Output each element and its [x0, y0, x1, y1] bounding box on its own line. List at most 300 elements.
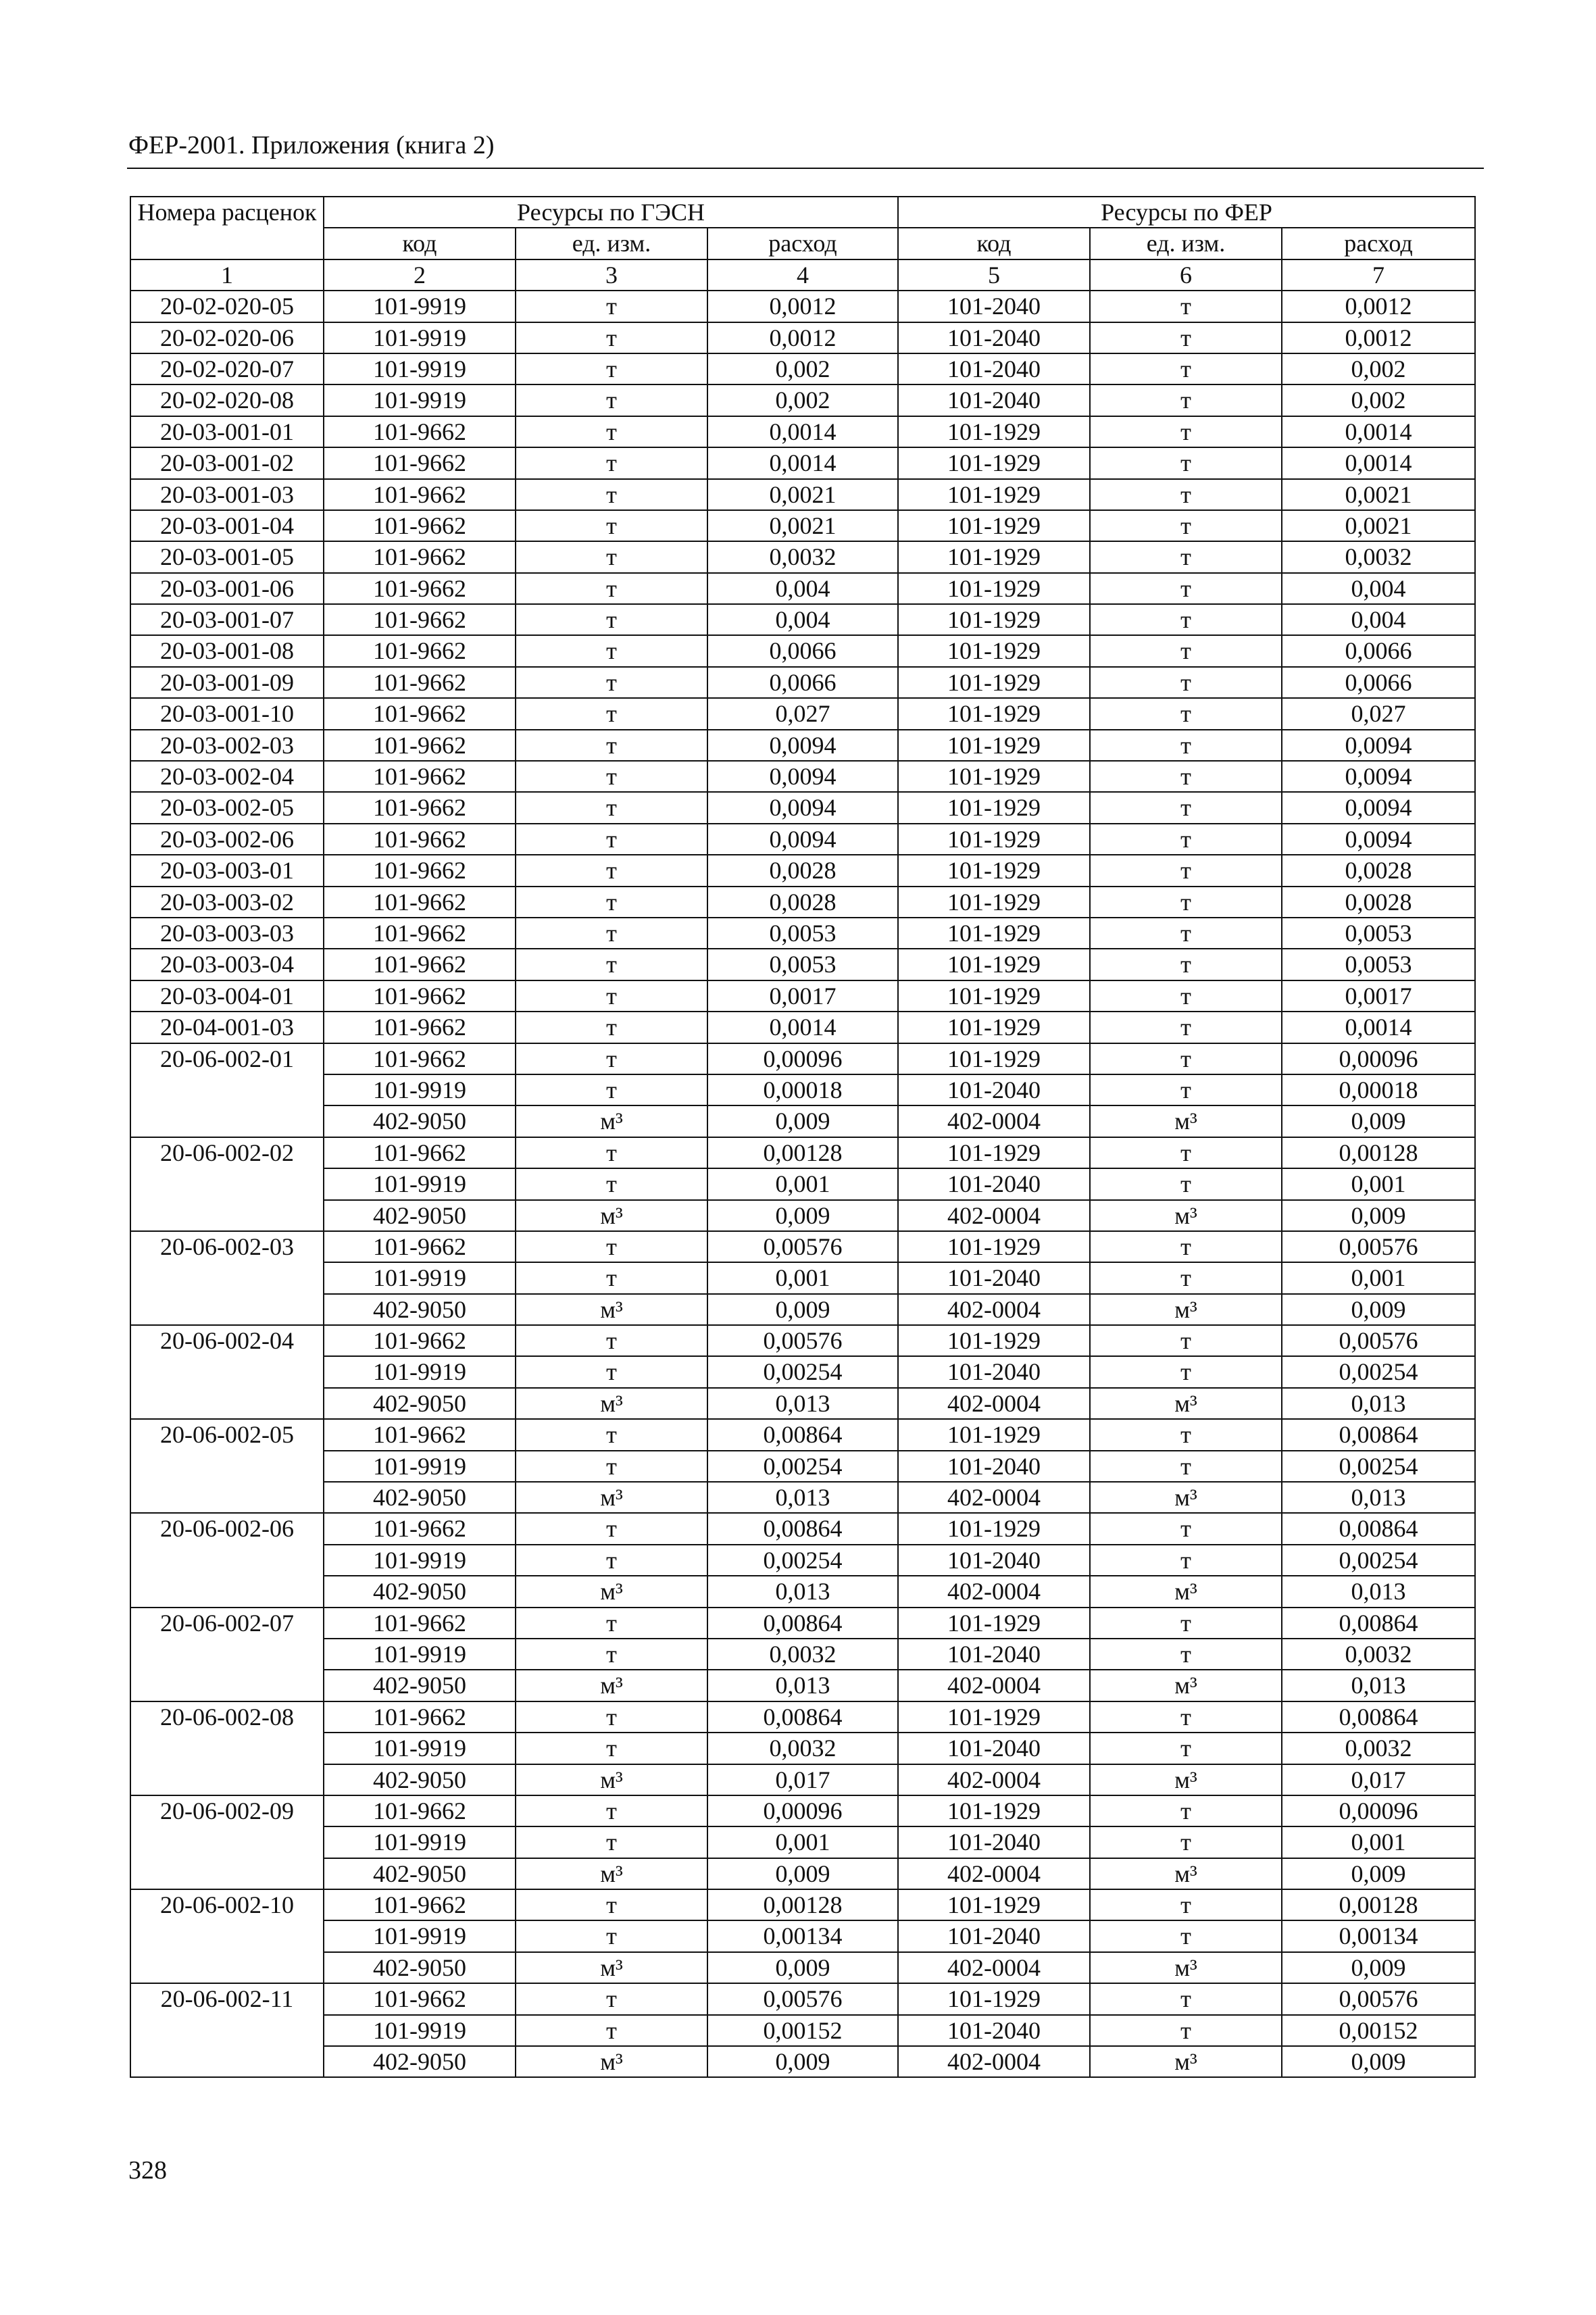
gesn-code-cell: 101-9919	[324, 1920, 516, 1951]
gesn-unit-cell: т	[516, 1356, 707, 1387]
gesn-consumption-cell: 0,009	[707, 1858, 898, 1889]
rate-number-cell: 20-06-002-09	[130, 1795, 324, 1889]
fer-consumption-cell: 0,00254	[1282, 1356, 1475, 1387]
table-row	[130, 761, 1475, 792]
fer-consumption-cell: 0,0032	[1282, 1639, 1475, 1670]
fer-unit-cell: т	[1090, 635, 1282, 666]
gesn-consumption-cell: 0,0014	[707, 447, 898, 478]
fer-unit-cell: т	[1090, 604, 1282, 635]
fer-code-cell: 101-1929	[898, 1889, 1090, 1920]
gesn-unit-cell: т	[516, 918, 707, 949]
gesn-consumption-cell: 0,0021	[707, 510, 898, 541]
gesn-consumption-cell: 0,002	[707, 353, 898, 384]
gesn-consumption-cell: 0,00096	[707, 1795, 898, 1826]
fer-unit-cell: т	[1090, 1137, 1282, 1168]
subheader-fer-unit: ед. изм.	[1090, 228, 1282, 259]
gesn-consumption-cell: 0,009	[707, 1200, 898, 1231]
column-number: 4	[707, 259, 898, 291]
gesn-code-cell: 101-9662	[324, 1419, 516, 1450]
fer-consumption-cell: 0,0028	[1282, 855, 1475, 886]
gesn-unit-cell: т	[516, 1231, 707, 1262]
gesn-code-cell: 101-9919	[324, 1074, 516, 1105]
table-row	[130, 2015, 1475, 2046]
fer-code-cell: 101-1929	[898, 824, 1090, 855]
table-row	[130, 1513, 1475, 1544]
fer-code-cell: 101-1929	[898, 667, 1090, 698]
fer-unit-cell: т	[1090, 573, 1282, 604]
fer-unit-cell: т	[1090, 447, 1282, 478]
fer-consumption-cell: 0,00254	[1282, 1451, 1475, 1482]
gesn-consumption-cell: 0,00254	[707, 1545, 898, 1576]
table-row	[130, 918, 1475, 949]
gesn-unit-cell: т	[516, 698, 707, 729]
gesn-unit-cell: т	[516, 447, 707, 478]
fer-code-cell: 402-0004	[898, 2046, 1090, 2077]
fer-consumption-cell: 0,0017	[1282, 980, 1475, 1012]
fer-consumption-cell: 0,027	[1282, 698, 1475, 729]
subheader-fer-code: код	[898, 228, 1090, 259]
fer-consumption-cell: 0,00576	[1282, 1231, 1475, 1262]
fer-code-cell: 402-0004	[898, 1952, 1090, 1983]
gesn-unit-cell: т	[516, 824, 707, 855]
fer-unit-cell: т	[1090, 1639, 1282, 1670]
column-number: 7	[1282, 259, 1475, 291]
fer-code-cell: 101-1929	[898, 479, 1090, 510]
fer-unit-cell: т	[1090, 1074, 1282, 1105]
gesn-code-cell: 402-9050	[324, 1764, 516, 1795]
fer-code-cell: 402-0004	[898, 1764, 1090, 1795]
fer-code-cell: 101-1929	[898, 1012, 1090, 1043]
fer-unit-cell: м³	[1090, 2046, 1282, 2077]
gesn-consumption-cell: 0,00576	[707, 1325, 898, 1356]
gesn-unit-cell: т	[516, 1451, 707, 1482]
fer-consumption-cell: 0,00576	[1282, 1983, 1475, 2014]
gesn-consumption-cell: 0,0017	[707, 980, 898, 1012]
fer-code-cell: 101-1929	[898, 855, 1090, 886]
fer-unit-cell: т	[1090, 1168, 1282, 1199]
fer-code-cell: 101-1929	[898, 1137, 1090, 1168]
fer-unit-cell: м³	[1090, 1952, 1282, 1983]
fer-code-cell: 101-1929	[898, 1701, 1090, 1733]
fer-consumption-cell: 0,00576	[1282, 1325, 1475, 1356]
gesn-consumption-cell: 0,00576	[707, 1231, 898, 1262]
gesn-unit-cell: т	[516, 1262, 707, 1293]
gesn-code-cell: 101-9662	[324, 761, 516, 792]
table-row	[130, 1889, 1475, 1920]
fer-code-cell: 101-2040	[898, 291, 1090, 322]
gesn-consumption-cell: 0,009	[707, 2046, 898, 2077]
gesn-code-cell: 402-9050	[324, 1482, 516, 1513]
fer-code-cell: 101-2040	[898, 1451, 1090, 1482]
gesn-consumption-cell: 0,00254	[707, 1356, 898, 1387]
gesn-consumption-cell: 0,0032	[707, 1639, 898, 1670]
gesn-code-cell: 402-9050	[324, 1952, 516, 1983]
fer-unit-cell: т	[1090, 1983, 1282, 2014]
fer-code-cell: 101-2040	[898, 1639, 1090, 1670]
rate-number-cell: 20-02-020-06	[130, 322, 324, 353]
rate-number-cell: 20-04-001-03	[130, 1012, 324, 1043]
fer-code-cell: 101-1929	[898, 447, 1090, 478]
table-row	[130, 1043, 1475, 1074]
gesn-unit-cell: т	[516, 573, 707, 604]
fer-code-cell: 101-1929	[898, 1513, 1090, 1544]
gesn-unit-cell: т	[516, 1074, 707, 1105]
gesn-consumption-cell: 0,0053	[707, 918, 898, 949]
gesn-code-cell: 101-9919	[324, 1826, 516, 1858]
table-row	[130, 416, 1475, 447]
fer-unit-cell: м³	[1090, 1200, 1282, 1231]
rate-number-cell: 20-03-001-10	[130, 698, 324, 729]
fer-consumption-cell: 0,0021	[1282, 510, 1475, 541]
gesn-code-cell: 101-9662	[324, 855, 516, 886]
subheader-gesn-unit: ед. изм.	[516, 228, 707, 259]
fer-consumption-cell: 0,0012	[1282, 322, 1475, 353]
gesn-unit-cell: т	[516, 322, 707, 353]
fer-unit-cell: т	[1090, 384, 1282, 416]
gesn-unit-cell: т	[516, 1826, 707, 1858]
fer-consumption-cell: 0,00096	[1282, 1795, 1475, 1826]
gesn-unit-cell: т	[516, 479, 707, 510]
gesn-code-cell: 101-9919	[324, 322, 516, 353]
gesn-consumption-cell: 0,0014	[707, 1012, 898, 1043]
table-row	[130, 479, 1475, 510]
gesn-code-cell: 101-9662	[324, 1012, 516, 1043]
gesn-consumption-cell: 0,009	[707, 1105, 898, 1137]
gesn-unit-cell: т	[516, 1795, 707, 1826]
gesn-unit-cell: т	[516, 667, 707, 698]
gesn-code-cell: 101-9662	[324, 1889, 516, 1920]
table-row	[130, 1733, 1475, 1764]
rate-number-cell: 20-03-001-04	[130, 510, 324, 541]
table-row	[130, 1388, 1475, 1419]
gesn-code-cell: 101-9919	[324, 1356, 516, 1387]
fer-consumption-cell: 0,0028	[1282, 887, 1475, 918]
gesn-unit-cell: м³	[516, 1858, 707, 1889]
subheader-fer-consumption: расход	[1282, 228, 1475, 259]
fer-code-cell: 101-1929	[898, 698, 1090, 729]
fer-code-cell: 101-2040	[898, 1262, 1090, 1293]
fer-unit-cell: т	[1090, 761, 1282, 792]
fer-unit-cell: т	[1090, 1608, 1282, 1639]
table-row	[130, 855, 1475, 886]
gesn-consumption-cell: 0,001	[707, 1168, 898, 1199]
gesn-code-cell: 402-9050	[324, 1858, 516, 1889]
fer-unit-cell: т	[1090, 479, 1282, 510]
fer-unit-cell: т	[1090, 541, 1282, 572]
header-rule	[127, 168, 1484, 169]
gesn-unit-cell: т	[516, 1920, 707, 1951]
fer-unit-cell: т	[1090, 1889, 1282, 1920]
fer-unit-cell: м³	[1090, 1294, 1282, 1325]
resource-table	[130, 196, 1476, 2078]
fer-code-cell: 101-1929	[898, 918, 1090, 949]
table-row	[130, 1231, 1475, 1262]
table-row	[130, 1200, 1475, 1231]
fer-unit-cell: т	[1090, 824, 1282, 855]
gesn-code-cell: 101-9662	[324, 416, 516, 447]
fer-unit-cell: т	[1090, 1701, 1282, 1733]
gesn-consumption-cell: 0,013	[707, 1482, 898, 1513]
table-row	[130, 824, 1475, 855]
table-row	[130, 291, 1475, 322]
table-row	[130, 1419, 1475, 1450]
fer-code-cell: 402-0004	[898, 1858, 1090, 1889]
fer-consumption-cell: 0,013	[1282, 1576, 1475, 1607]
rate-number-cell: 20-03-003-04	[130, 949, 324, 980]
gesn-consumption-cell: 0,013	[707, 1388, 898, 1419]
fer-code-cell: 101-1929	[898, 1419, 1090, 1450]
fer-code-cell: 101-1929	[898, 604, 1090, 635]
gesn-consumption-cell: 0,00018	[707, 1074, 898, 1105]
fer-unit-cell: т	[1090, 1795, 1282, 1826]
fer-unit-cell: м³	[1090, 1576, 1282, 1607]
rate-number-cell: 20-03-001-06	[130, 573, 324, 604]
fer-unit-cell: т	[1090, 1419, 1282, 1450]
fer-unit-cell: т	[1090, 698, 1282, 729]
gesn-unit-cell: т	[516, 510, 707, 541]
fer-consumption-cell: 0,013	[1282, 1388, 1475, 1419]
fer-unit-cell: т	[1090, 1231, 1282, 1262]
fer-consumption-cell: 0,013	[1282, 1482, 1475, 1513]
fer-code-cell: 101-2040	[898, 1920, 1090, 1951]
gesn-unit-cell: т	[516, 1043, 707, 1074]
gesn-unit-cell: т	[516, 1137, 707, 1168]
gesn-unit-cell: т	[516, 635, 707, 666]
gesn-consumption-cell: 0,0094	[707, 761, 898, 792]
table-row	[130, 698, 1475, 729]
fer-code-cell: 402-0004	[898, 1294, 1090, 1325]
gesn-consumption-cell: 0,009	[707, 1294, 898, 1325]
gesn-unit-cell: т	[516, 291, 707, 322]
gesn-code-cell: 101-9662	[324, 918, 516, 949]
fer-consumption-cell: 0,0021	[1282, 479, 1475, 510]
gesn-unit-cell: т	[516, 1012, 707, 1043]
fer-unit-cell: т	[1090, 667, 1282, 698]
rate-number-cell: 20-03-001-03	[130, 479, 324, 510]
fer-code-cell: 101-2040	[898, 353, 1090, 384]
fer-code-cell: 101-2040	[898, 2015, 1090, 2046]
table-row	[130, 1983, 1475, 2014]
table-row	[130, 980, 1475, 1012]
table-row	[130, 2046, 1475, 2077]
gesn-consumption-cell: 0,0094	[707, 824, 898, 855]
fer-unit-cell: т	[1090, 1451, 1282, 1482]
gesn-consumption-cell: 0,0021	[707, 479, 898, 510]
fer-unit-cell: т	[1090, 1733, 1282, 1764]
gesn-unit-cell: т	[516, 541, 707, 572]
fer-code-cell: 101-1929	[898, 510, 1090, 541]
gesn-unit-cell: т	[516, 887, 707, 918]
gesn-code-cell: 402-9050	[324, 1388, 516, 1419]
gesn-code-cell: 101-9662	[324, 1231, 516, 1262]
rate-number-cell: 20-03-002-03	[130, 730, 324, 761]
table-row	[130, 1920, 1475, 1951]
gesn-unit-cell: т	[516, 1545, 707, 1576]
rate-number-cell: 20-03-001-05	[130, 541, 324, 572]
fer-unit-cell: т	[1090, 980, 1282, 1012]
subheader-gesn-code: код	[324, 228, 516, 259]
table-row	[130, 667, 1475, 698]
header-rate-numbers: Номера расценок	[130, 197, 324, 259]
fer-code-cell: 101-1929	[898, 1983, 1090, 2014]
fer-consumption-cell: 0,0032	[1282, 541, 1475, 572]
table-row	[130, 1356, 1475, 1387]
rate-number-cell: 20-03-002-04	[130, 761, 324, 792]
gesn-code-cell: 101-9919	[324, 1639, 516, 1670]
fer-code-cell: 101-1929	[898, 1325, 1090, 1356]
rate-number-cell: 20-06-002-08	[130, 1701, 324, 1795]
rate-number-cell: 20-03-002-05	[130, 792, 324, 823]
fer-unit-cell: м³	[1090, 1482, 1282, 1513]
gesn-consumption-cell: 0,00128	[707, 1137, 898, 1168]
table-row	[130, 1012, 1475, 1043]
page-header: ФЕР-2001. Приложения (книга 2)	[128, 131, 495, 159]
fer-consumption-cell: 0,0032	[1282, 1733, 1475, 1764]
gesn-unit-cell: т	[516, 384, 707, 416]
table-row	[130, 887, 1475, 918]
fer-code-cell: 101-1929	[898, 1231, 1090, 1262]
fer-unit-cell: т	[1090, 949, 1282, 980]
gesn-code-cell: 101-9919	[324, 1168, 516, 1199]
gesn-unit-cell: т	[516, 1639, 707, 1670]
fer-consumption-cell: 0,017	[1282, 1764, 1475, 1795]
fer-consumption-cell: 0,0053	[1282, 918, 1475, 949]
table-row	[130, 1952, 1475, 1983]
fer-code-cell: 402-0004	[898, 1576, 1090, 1607]
fer-consumption-cell: 0,00134	[1282, 1920, 1475, 1951]
gesn-code-cell: 101-9662	[324, 1325, 516, 1356]
fer-unit-cell: т	[1090, 1356, 1282, 1387]
gesn-code-cell: 402-9050	[324, 2046, 516, 2077]
rate-number-cell: 20-02-020-05	[130, 291, 324, 322]
gesn-unit-cell: м³	[516, 1482, 707, 1513]
fer-unit-cell: т	[1090, 1920, 1282, 1951]
fer-consumption-cell: 0,009	[1282, 2046, 1475, 2077]
fer-consumption-cell: 0,00018	[1282, 1074, 1475, 1105]
gesn-code-cell: 101-9662	[324, 604, 516, 635]
rate-number-cell: 20-06-002-01	[130, 1043, 324, 1137]
rate-number-cell: 20-03-001-07	[130, 604, 324, 635]
fer-code-cell: 101-2040	[898, 322, 1090, 353]
column-number: 5	[898, 259, 1090, 291]
gesn-code-cell: 101-9662	[324, 1137, 516, 1168]
gesn-unit-cell: т	[516, 1513, 707, 1544]
fer-consumption-cell: 0,001	[1282, 1262, 1475, 1293]
gesn-code-cell: 101-9662	[324, 698, 516, 729]
gesn-code-cell: 101-9662	[324, 1983, 516, 2014]
fer-consumption-cell: 0,00864	[1282, 1701, 1475, 1733]
rate-number-cell: 20-06-002-10	[130, 1889, 324, 1983]
fer-consumption-cell: 0,0066	[1282, 667, 1475, 698]
column-number: 1	[130, 259, 324, 291]
table-row	[130, 1670, 1475, 1701]
gesn-consumption-cell: 0,00864	[707, 1608, 898, 1639]
fer-consumption-cell: 0,013	[1282, 1670, 1475, 1701]
gesn-code-cell: 101-9662	[324, 949, 516, 980]
gesn-code-cell: 101-9662	[324, 824, 516, 855]
gesn-unit-cell: т	[516, 1325, 707, 1356]
fer-consumption-cell: 0,004	[1282, 573, 1475, 604]
fer-code-cell: 101-2040	[898, 1168, 1090, 1199]
gesn-unit-cell: т	[516, 792, 707, 823]
gesn-code-cell: 101-9919	[324, 384, 516, 416]
gesn-consumption-cell: 0,0066	[707, 667, 898, 698]
rate-number-cell: 20-03-002-06	[130, 824, 324, 855]
fer-consumption-cell: 0,009	[1282, 1294, 1475, 1325]
fer-consumption-cell: 0,0012	[1282, 291, 1475, 322]
column-number: 6	[1090, 259, 1282, 291]
gesn-code-cell: 101-9662	[324, 730, 516, 761]
gesn-code-cell: 101-9662	[324, 667, 516, 698]
fer-consumption-cell: 0,0014	[1282, 416, 1475, 447]
fer-code-cell: 402-0004	[898, 1200, 1090, 1231]
fer-unit-cell: т	[1090, 1826, 1282, 1858]
gesn-code-cell: 101-9919	[324, 1545, 516, 1576]
gesn-consumption-cell: 0,0066	[707, 635, 898, 666]
table-row	[130, 1482, 1475, 1513]
gesn-unit-cell: т	[516, 949, 707, 980]
fer-consumption-cell: 0,00096	[1282, 1043, 1475, 1074]
table-row	[130, 1545, 1475, 1576]
table-row	[130, 635, 1475, 666]
fer-code-cell: 101-1929	[898, 730, 1090, 761]
gesn-code-cell: 101-9662	[324, 635, 516, 666]
fer-consumption-cell: 0,00254	[1282, 1545, 1475, 1576]
table-row	[130, 949, 1475, 980]
fer-unit-cell: т	[1090, 291, 1282, 322]
gesn-consumption-cell: 0,001	[707, 1262, 898, 1293]
fer-unit-cell: т	[1090, 322, 1282, 353]
rate-number-cell: 20-03-001-08	[130, 635, 324, 666]
rate-number-cell: 20-06-002-04	[130, 1325, 324, 1419]
gesn-unit-cell: т	[516, 1608, 707, 1639]
table-row	[130, 447, 1475, 478]
fer-unit-cell: м³	[1090, 1105, 1282, 1137]
table-row	[130, 604, 1475, 635]
gesn-consumption-cell: 0,009	[707, 1952, 898, 1983]
gesn-unit-cell: м³	[516, 1200, 707, 1231]
table-row	[130, 1764, 1475, 1795]
gesn-code-cell: 101-9919	[324, 1451, 516, 1482]
fer-unit-cell: т	[1090, 887, 1282, 918]
table-row	[130, 1826, 1475, 1858]
table-row	[130, 792, 1475, 823]
fer-consumption-cell: 0,0094	[1282, 730, 1475, 761]
fer-consumption-cell: 0,002	[1282, 384, 1475, 416]
fer-code-cell: 101-2040	[898, 384, 1090, 416]
rate-number-cell: 20-06-002-11	[130, 1983, 324, 2077]
fer-code-cell: 101-1929	[898, 573, 1090, 604]
gesn-consumption-cell: 0,0012	[707, 322, 898, 353]
gesn-unit-cell: т	[516, 416, 707, 447]
gesn-unit-cell: т	[516, 1889, 707, 1920]
gesn-code-cell: 101-9662	[324, 1608, 516, 1639]
gesn-code-cell: 402-9050	[324, 1576, 516, 1607]
fer-code-cell: 101-2040	[898, 1826, 1090, 1858]
fer-consumption-cell: 0,00152	[1282, 2015, 1475, 2046]
fer-unit-cell: т	[1090, 855, 1282, 886]
table-row	[130, 1074, 1475, 1105]
table-row	[130, 1105, 1475, 1137]
fer-code-cell: 101-1929	[898, 792, 1090, 823]
table-row	[130, 1168, 1475, 1199]
fer-consumption-cell: 0,0066	[1282, 635, 1475, 666]
table-row	[130, 1858, 1475, 1889]
fer-code-cell: 101-1929	[898, 1795, 1090, 1826]
table-row	[130, 384, 1475, 416]
rate-number-cell: 20-03-003-03	[130, 918, 324, 949]
fer-consumption-cell: 0,0053	[1282, 949, 1475, 980]
